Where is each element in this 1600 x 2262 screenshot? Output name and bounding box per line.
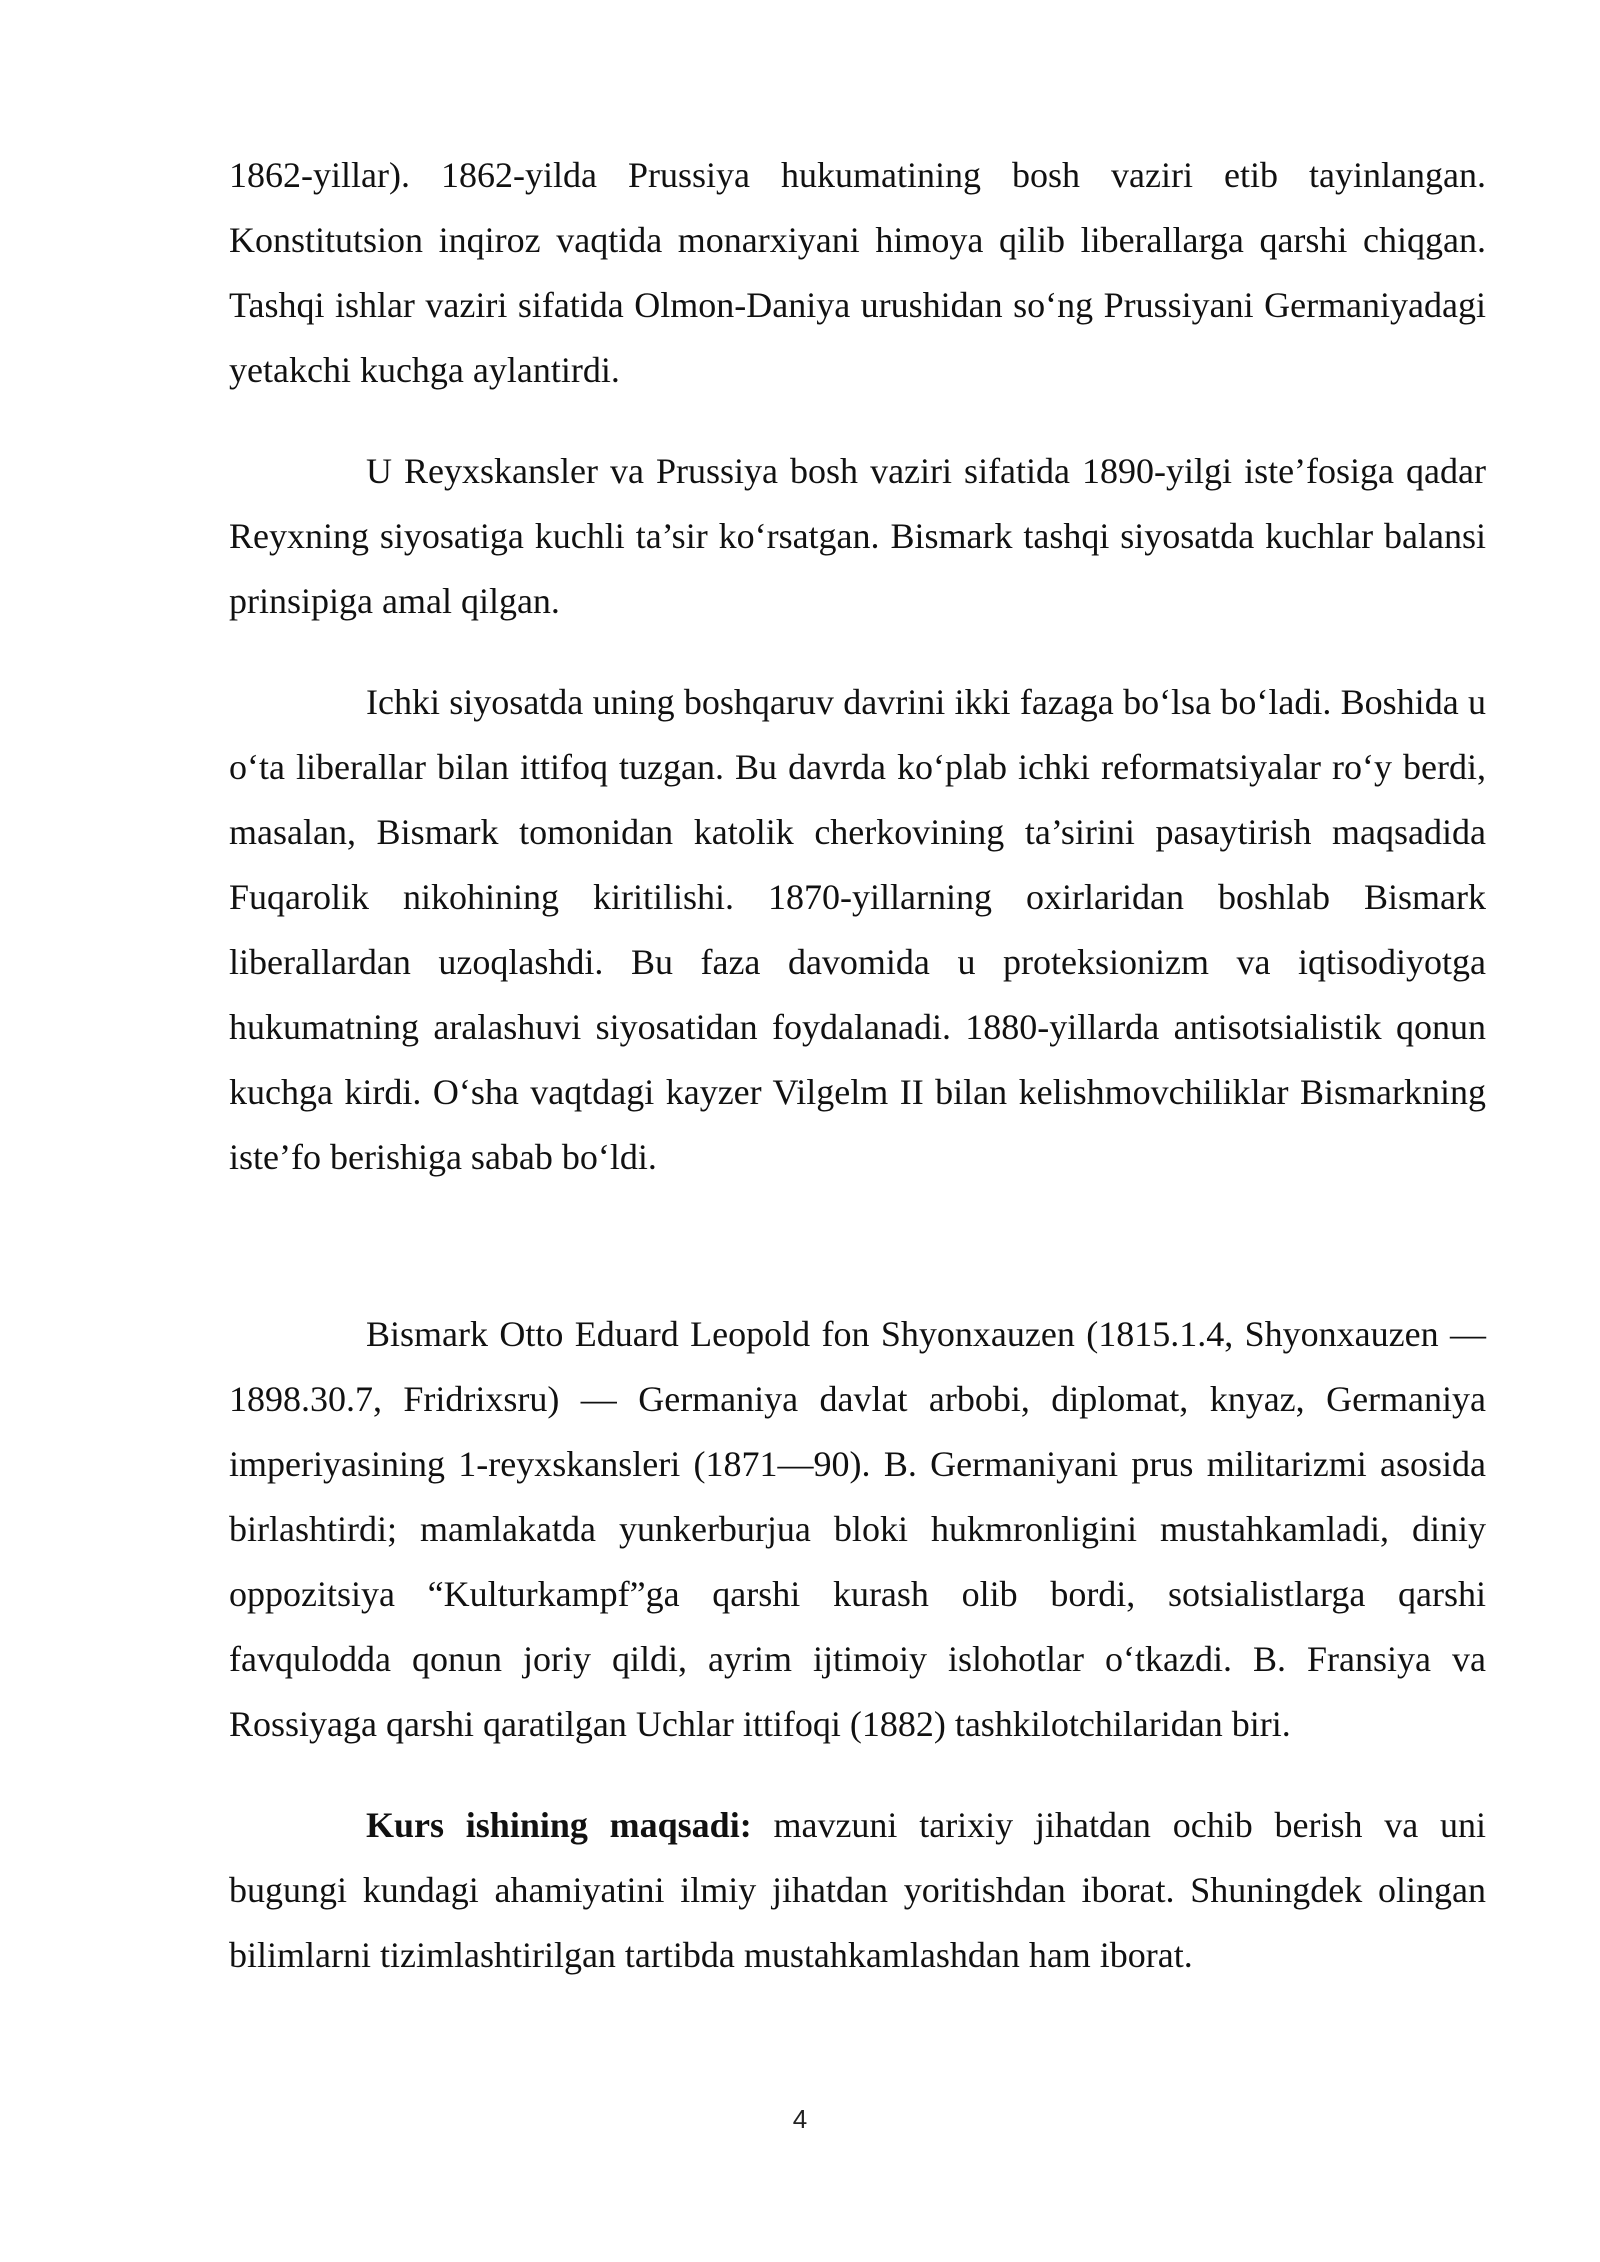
course-goal-text: mavzuni tarixiy jihatdan ochib berish va uni bugungi kundagi ahamiyatini ilmiy jihatdan yoritishdan iborat. Shuningdek olingan bilimlarni tizimlashtirilgan tartibda mustahkamlashdan ham iborat. [229, 1805, 1486, 1975]
paragraph-course-goal [229, 1793, 1486, 1988]
course-goal-heading: Kurs ishining maqsadi: [366, 1805, 752, 1845]
paragraph-domestic-policy: Ichki siyosatda uning boshqaruv davrini ikki fazaga bo‘lsa bo‘ladi. Boshida u o‘ta liberallar bilan ittifoq tuzgan. Bu davrda ko‘plab ichki reformatsiyalar ro‘y berdi, masalan, Bismark tomonidan katolik cherkovining ta’sirini pasaytirish maqsadida Fuqarolik nikohining kiritilishi. 1870-yillarning oxirlaridan boshlab Bismark liberallardan uzoqlashdi. Bu faza davomida u proteksionizm va iqtisodiyotga hukumatning aralashuvi siyosatidan foydalanadi. 1880-yillarda antisotsialistik qonun kuchga kirdi. O‘sha vaqtdagi kayzer Vilgelm II bilan kelishmovchiliklar Bismarkning iste’fo berishiga sabab bo‘ldi. [229, 682, 1486, 1177]
page-body [229, 143, 1486, 1988]
paragraph-biography: Bismark Otto Eduard Leopold fon Shyonxauzen (1815.1.4, Shyonxauzen —1898.30.7, Fridrixsru) — Germaniya davlat arbobi, diplomat, knyaz, Germaniya imperiyasining 1-reyxskansleri (1871—90). B. Germaniyani prus militarizmi asosida birlashtirdi; mamlakatda yunkerburjua bloki hukmronligini mustahkamladi, diniy oppozitsiya “Kulturkampf”ga qarshi kurash olib bordi, sotsialistlarga qarshi favqulodda qonun joriy qildi, ayrim ijtimoiy islohotlar o‘tkazdi. B. Fransiya va Rossiyaga qarshi qaratilgan Uchlar ittifoqi (1882) tashkilotchilaridan biri. [229, 1314, 1486, 1744]
page-number: 4 [792, 2104, 808, 2134]
paragraph-prussia-career: 1862-yillar). 1862-yilda Prussiya hukumatining bosh vaziri etib tayinlangan. Konstitutsion inqiroz vaqtida monarxiyani himoya qilib liberallarga qarshi chiqgan. Tashqi ishlar vaziri sifatida Olmon-Daniya urushidan so‘ng Prussiyani Germaniyadagi yetakchi kuchga aylantirdi. [229, 155, 1486, 390]
paragraph-reichskanzler: U Reyxskansler va Prussiya bosh vaziri sifatida 1890-yilgi iste’fosiga qadar Reyxning siyosatiga kuchli ta’sir ko‘rsatgan. Bismark tashqi siyosatda kuchlar balansi prinsipiga amal qilgan. [229, 451, 1486, 621]
